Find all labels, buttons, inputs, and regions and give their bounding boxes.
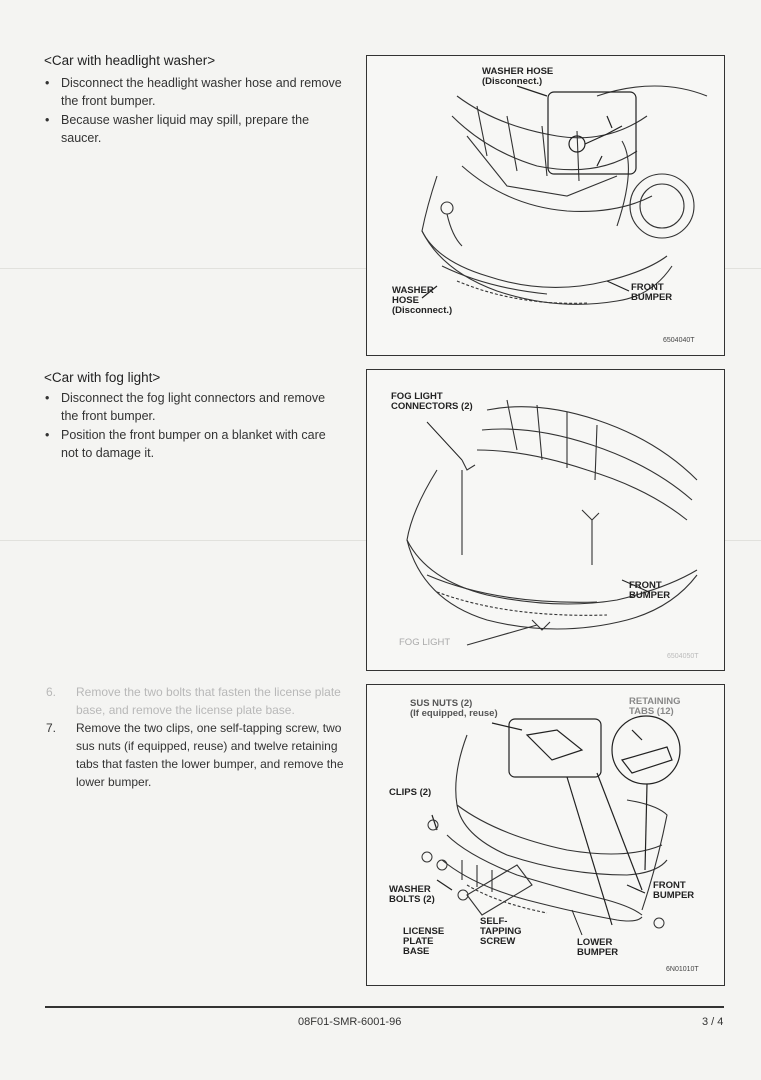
- bullet-item: • Disconnect the fog light connectors and remove the front bumper.: [44, 389, 344, 425]
- footer-rule: [45, 1006, 724, 1008]
- label-lower-bumper: LOWER BUMPER: [577, 937, 619, 958]
- label-washer-hose: WASHER HOSE (Disconnect.): [482, 66, 554, 87]
- figure-lower-bumper: [366, 684, 725, 986]
- label-clips: CLIPS (2): [389, 787, 432, 798]
- removal-steps: [44, 683, 349, 791]
- bullet-item: • Because washer liquid may spill, prepare the saucer.: [44, 111, 344, 147]
- headlight-washer-bullets: [44, 74, 344, 148]
- bullet-item: • Position the front bumper on a blanket with care not to damage it.: [44, 426, 344, 462]
- figure-fog-light: [366, 369, 725, 671]
- figure-code: 6504050T: [667, 653, 699, 660]
- label-retaining-tabs: RETAINING TABS (12): [629, 696, 681, 717]
- step-item: [44, 683, 349, 719]
- label-sus-nuts: SUS NUTS (2) (If equipped, reuse): [410, 698, 498, 719]
- bullet-item: • Disconnect the headlight washer hose and remove the front bumper.: [44, 74, 344, 110]
- figure-headlight-washer: [366, 55, 725, 356]
- page-number: 3 / 4: [702, 1016, 724, 1028]
- label-fog-light-connectors: FOG LIGHT CONNECTORS (2): [391, 391, 473, 412]
- section-heading-headlight-washer: <Car with headlight washer>: [44, 53, 216, 68]
- label-license-plate-base: LICENSE PLATE BASE: [403, 926, 445, 957]
- label-front-bumper: FRONT BUMPER: [629, 580, 671, 601]
- step-number: 7.: [46, 721, 57, 735]
- fog-light-bullets: [44, 389, 344, 463]
- label-self-tapping-screw: SELF- TAPPING SCREW: [480, 916, 522, 947]
- label-front-bumper: FRONT BUMPER: [631, 282, 673, 303]
- fog-light-illustration: [367, 370, 724, 670]
- step-text: Remove the two bolts that fasten the license plate base, and remove the license plate base.: [76, 685, 341, 717]
- section-heading-fog-light: <Car with fog light>: [44, 370, 161, 385]
- label-washer-hose-lower: WASHER HOSE (Disconnect.): [392, 285, 453, 316]
- figure-code: 6504040T: [663, 337, 695, 344]
- step-number: 6.: [46, 685, 57, 699]
- step-text: Remove the two clips, one self-tapping screw, two sus nuts (if equipped, reuse) and twelve retaining tabs that fasten the lower bumper, and remove the lower bumper.: [76, 721, 344, 789]
- label-washer-bolts: WASHER BOLTS (2): [389, 884, 435, 905]
- label-fog-light: FOG LIGHT: [399, 637, 451, 648]
- document-number: 08F01-SMR-6001-96: [298, 1016, 402, 1028]
- figure-code: 6N01010T: [666, 966, 699, 973]
- step-item: [44, 719, 349, 791]
- label-front-bumper: FRONT BUMPER: [653, 880, 695, 901]
